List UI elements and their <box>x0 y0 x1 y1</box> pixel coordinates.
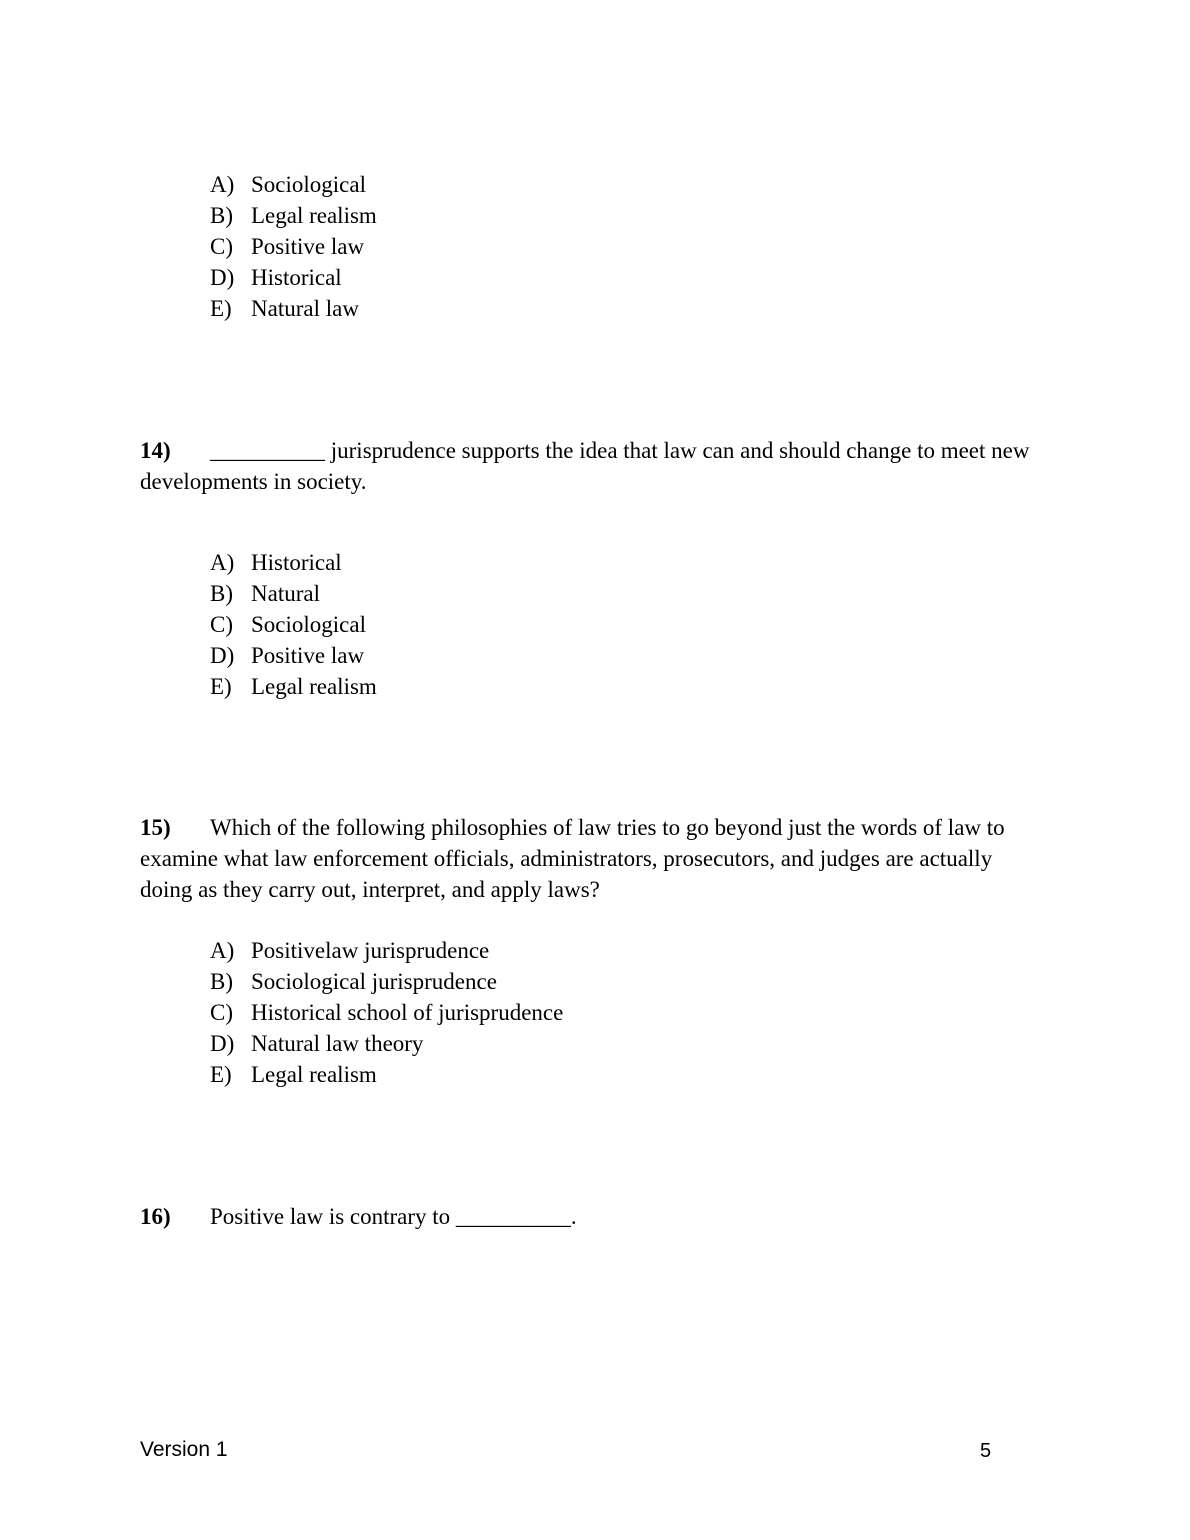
q13-option-b: B) Legal realism <box>210 203 377 228</box>
q14-options <box>210 547 377 702</box>
q15-option-e: E) Legal realism <box>210 1062 377 1087</box>
q14-option-b: B) Natural <box>210 581 320 606</box>
q15-option-d: D) Natural law theory <box>210 1031 424 1056</box>
q13-options <box>210 169 377 324</box>
q16-text: Positive law is contrary to __________. <box>210 1204 577 1229</box>
q14-prompt <box>140 435 1050 497</box>
q13-option-e: E) Natural law <box>210 296 359 321</box>
q13-option-d: D) Historical <box>210 265 342 290</box>
q15-option-c: C) Historical school of jurisprudence <box>210 1000 564 1025</box>
q15-number: 15) <box>140 815 171 840</box>
footer-version: Version 1 <box>140 1438 228 1461</box>
q15-options <box>210 935 563 1090</box>
footer-page-number: 5 <box>980 1440 992 1462</box>
q15-text: Which of the following philosophies of law tries to go beyond just the words of law to examine what law enforcement officials, administrators, prosecutors, and judges are actually doing as they carry out, interpret, and apply laws? <box>140 815 1005 902</box>
q14-text: __________ jurisprudence supports the idea that law can and should change to meet new developments in society. <box>140 438 1030 494</box>
q14-option-d: D) Positive law <box>210 643 365 668</box>
q14-option-c: C) Sociological <box>210 612 366 637</box>
q14-option-a: A) Historical <box>210 550 342 575</box>
q15-option-b: B) Sociological jurisprudence <box>210 969 497 994</box>
q14-option-e: E) Legal realism <box>210 674 377 699</box>
q15-prompt <box>140 812 1050 905</box>
q16-prompt <box>140 1201 1050 1232</box>
q15-option-a: A) Positivelaw jurisprudence <box>210 938 490 963</box>
q13-option-a: A) Sociological <box>210 172 366 197</box>
q16-number: 16) <box>140 1204 171 1229</box>
q14-number: 14) <box>140 438 171 463</box>
q13-option-c: C) Positive law <box>210 234 365 259</box>
